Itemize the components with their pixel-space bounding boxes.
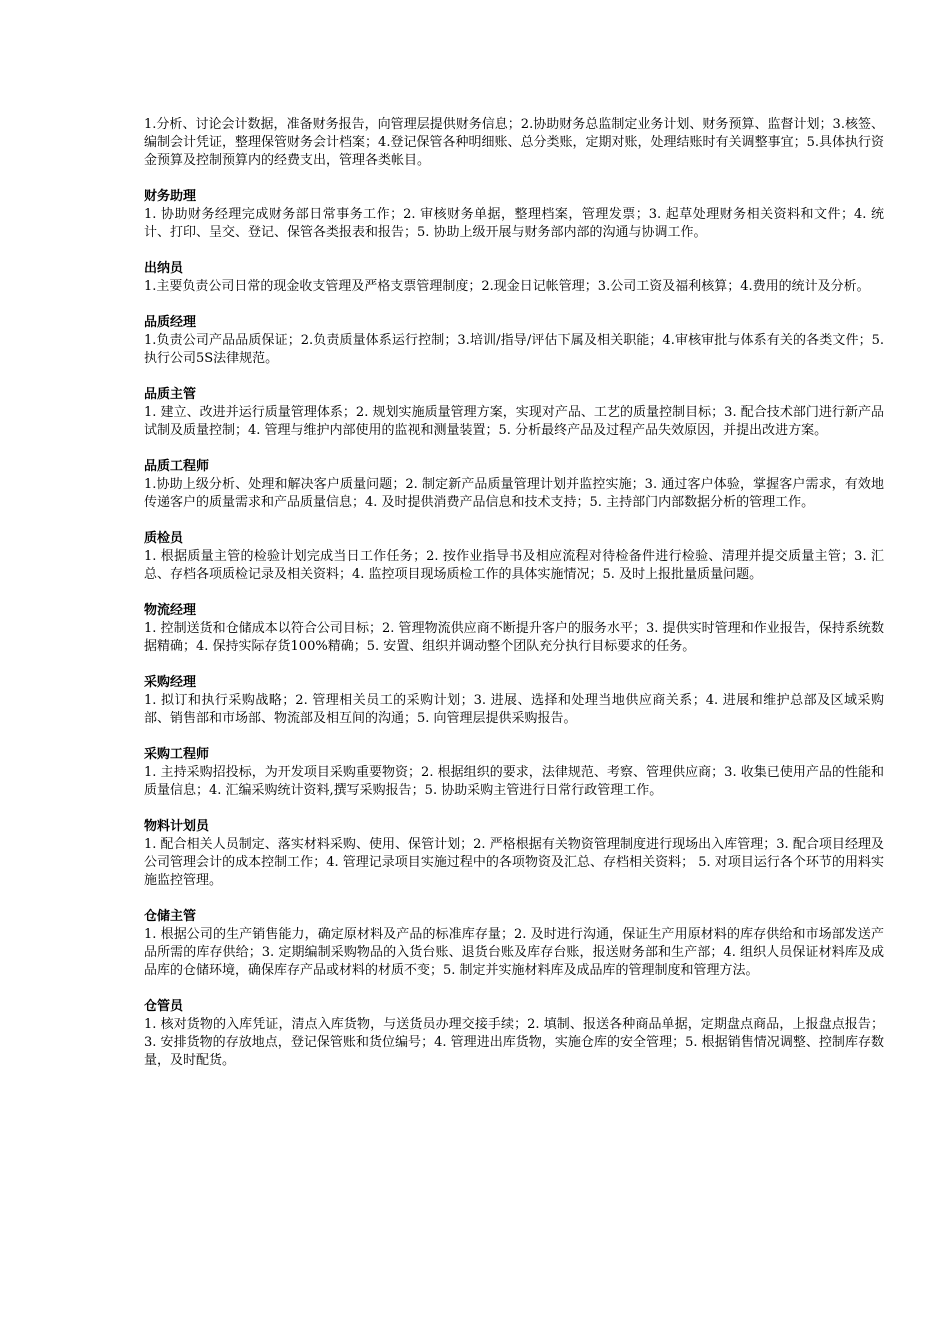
section-warehouse-supervisor: [144, 908, 884, 980]
section-body: 1.分析、讨论会计数据，准备财务报告，向管理层提供财务信息；2.协助财务总监制定业务计划、财务预算、监督计划；3.核签、编制会计凭证，整理保管财务会计档案；4.登记保管各种明细账、总分类账，定期对账，处理结账时有关调整事宜；5.具体执行资金预算及控制预算内的经费支出，管理各类帐目。: [144, 117, 884, 168]
section-heading: 品质主管: [144, 387, 197, 402]
section-body: 1. 根据质量主管的检验计划完成当日工作任务；2. 按作业指导书及相应流程对待检备件进行检验、清理并提交质量主管；3. 汇总、存档各项质检记录及相关资料；4. 监控项目现场质检工作的具体实施情况；5. 及时上报批量质量问题。: [144, 549, 884, 582]
section-material-planner: [144, 818, 884, 890]
section-body: 1. 根据公司的生产销售能力，确定原材料及产品的标准库存量；2. 及时进行沟通，保证生产用原材料的库存供给和市场部发送产品所需的库存供给；3. 定期编制采购物品的入货台账、退货台账及库存台账，报送财务部和生产部；4. 组织人员保证材料库及成品库的仓储环境，确保库存产品或材料的材质不变；5. 制定并实施材料库及成品库的管理制度和管理方法。: [144, 927, 884, 978]
section-body: 1. 配合相关人员制定、落实材料采购、使用、保管计划；2. 严格根据有关物资管理制度进行现场出入库管理；3. 配合项目经理及公司管理会计的成本控制工作；4. 管理记录项目实施过程中的各项物资及汇总、存档相关资料； 5. 对项目运行各个环节的用料实施监控管理。: [144, 837, 884, 888]
section-heading: 财务助理: [144, 189, 197, 204]
section-quality-engineer: [144, 458, 884, 512]
section-body: 1.主要负责公司日常的现金收支管理及严格支票管理制度；2.现金日记帐管理；3.公司工资及福利核算；4.费用的统计及分析。: [144, 279, 870, 294]
section-body: 1.负责公司产品品质保证；2.负责质量体系运行控制；3.培训/指导/评估下属及相关职能；4.审核审批与体系有关的各类文件；5.执行公司5S法律规范。: [144, 333, 884, 366]
section-heading: 物料计划员: [144, 819, 210, 834]
section-body: 1. 协助财务经理完成财务部日常事务工作；2. 审核财务单据，整理档案，管理发票；3. 起草处理财务相关资料和文件；4. 统计、打印、呈交、登记、保管各类报表和报告；5. 协助上级开展与财务部内部的沟通与协调工作。: [144, 207, 884, 240]
section-intro: [144, 116, 884, 170]
section-body: 1. 主持采购招投标，为开发项目采购重要物资；2. 根据组织的要求，法律规范、考察、管理供应商；3. 收集已使用产品的性能和质量信息；4. 汇编采购统计资料,撰写采购报告；5. 协助采购主管进行日常行政管理工作。: [144, 765, 884, 798]
section-heading: 质检员: [144, 531, 184, 546]
section-body: 1. 拟订和执行采购战略；2. 管理相关员工的采购计划；3. 进展、选择和处理当地供应商关系；4. 进展和维护总部及区域采购部、销售部和市场部、物流部及相互间的沟通；5. 向管理层提供采购报告。: [144, 693, 884, 726]
section-heading: 品质工程师: [144, 459, 210, 474]
section-heading: 出纳员: [144, 261, 184, 276]
section-purchasing-engineer: [144, 746, 884, 800]
section-warehouse-keeper: [144, 998, 884, 1070]
section-heading: 仓储主管: [144, 909, 197, 924]
section-logistics-manager: [144, 602, 884, 656]
section-inspector: [144, 530, 884, 584]
document-page: [144, 116, 884, 1088]
section-cashier: [144, 260, 884, 296]
section-purchasing-manager: [144, 674, 884, 728]
section-quality-manager: [144, 314, 884, 368]
section-body: 1. 控制送货和仓储成本以符合公司目标；2. 管理物流供应商不断提升客户的服务水平；3. 提供实时管理和作业报告，保持系统数据精确；4. 保持实际存货100%精确；5. 安置、组织并调动整个团队充分执行目标要求的任务。: [144, 621, 884, 654]
section-body: 1. 建立、改进并运行质量管理体系；2. 规划实施质量管理方案，实现对产品、工艺的质量控制目标；3. 配合技术部门进行新产品试制及质量控制；4. 管理与维护内部使用的监视和测量装置；5. 分析最终产品及过程产品失效原因，并提出改进方案。: [144, 405, 884, 438]
section-heading: 仓管员: [144, 999, 184, 1014]
section-body: 1.协助上级分析、处理和解决客户质量问题；2. 制定新产品质量管理计划并监控实施；3. 通过客户体验，掌握客户需求，有效地传递客户的质量需求和产品质量信息；4. 及时提供消费产品信息和技术支持；5. 主持部门内部数据分析的管理工作。: [144, 477, 884, 510]
section-heading: 品质经理: [144, 315, 197, 330]
section-heading: 采购经理: [144, 675, 197, 690]
section-heading: 采购工程师: [144, 747, 210, 762]
section-heading: 物流经理: [144, 603, 197, 618]
section-quality-supervisor: [144, 386, 884, 440]
section-finance-assistant: [144, 188, 884, 242]
section-body: 1. 核对货物的入库凭证，清点入库货物，与送货员办理交接手续；2. 填制、报送各种商品单据，定期盘点商品，上报盘点报告；3. 安排货物的存放地点，登记保管账和货位编号；4. 管理进出库货物，实施仓库的安全管理；5. 根据销售情况调整、控制库存数量，及时配货。: [144, 1017, 884, 1068]
